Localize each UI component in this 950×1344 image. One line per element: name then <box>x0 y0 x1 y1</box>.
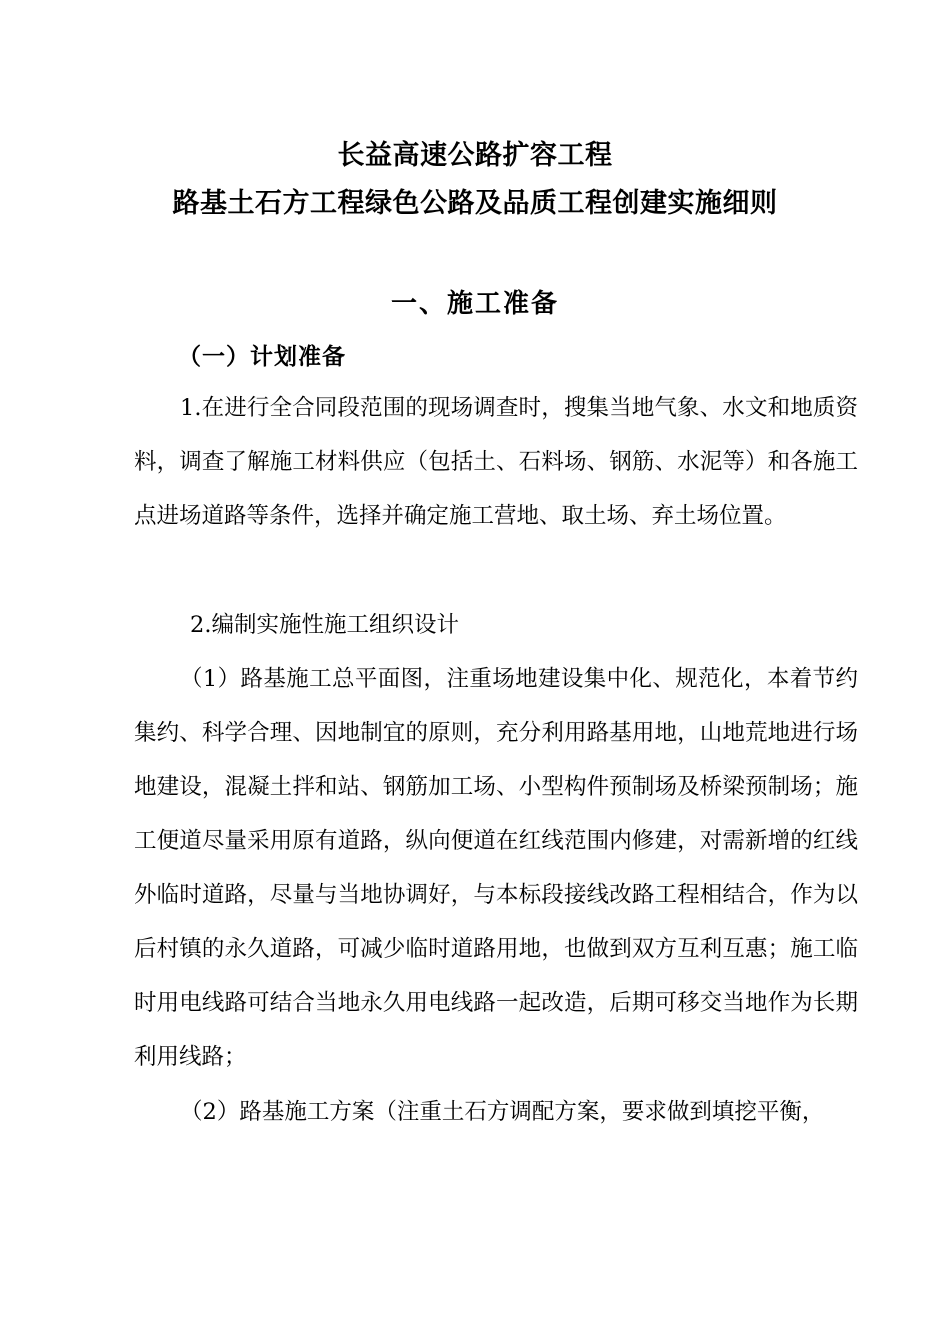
paragraph-4: （2）路基施工方案（注重土石方调配方案，要求做到填挖平衡， <box>180 1099 825 1125</box>
paragraph-3: （1）路基施工总平面图，注重场地建设集中化、规范化，本着节约集约、科学合理、因地制宜的原则，充分利用路基用地，山地荒地进行场地建设，混凝土拌和站、钢筋加工场、小型构件预制场及桥梁预制场；施工便道尽量采用原有道路，纵向便道在红线范围内修建，对需新增的红线外临时道路，尽量与当地协调好，与本标段接线改路工程相结合，作为以后村镇的永久道路，可减少临时道路用地，也做到双方互利互惠；施工临时用电线路可结合当地永久用电线路一起改造，后期可移交当地作为长期利用线路； <box>134 666 858 1070</box>
subsection-heading: （一）计划准备 <box>178 343 346 370</box>
section-heading: 一、施工准备 <box>390 289 559 319</box>
document-title-line2: 路基土石方工程绿色公路及品质工程创建实施细则 <box>172 188 778 219</box>
document-title-line1: 长益高速公路扩容工程 <box>337 140 613 171</box>
paragraph-2: 2.编制实施性施工组织设计 <box>190 612 459 638</box>
paragraph-1: 1.在进行全合同段范围的现场调查时，搜集当地气象、水文和地质资料，调查了解施工材料供应（包括土、石料场、钢筋、水泥等）和各施工点进场道路等条件，选择并确定施工营地、取土场、弃土场位置。 <box>134 395 858 529</box>
